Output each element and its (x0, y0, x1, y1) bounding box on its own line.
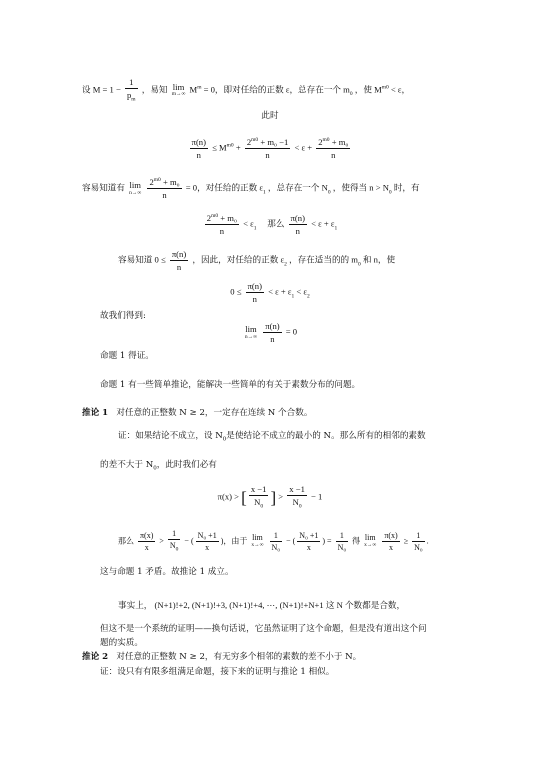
subscript: 0 (153, 465, 157, 472)
text-segment: ，此时我们必有 (156, 460, 217, 470)
fraction (382, 532, 399, 552)
math-op: = (327, 536, 332, 546)
math-expr: + m₀ (331, 137, 349, 147)
fraction (412, 532, 425, 552)
text-line-20 (100, 639, 143, 648)
floor-bracket-left: [ (241, 487, 247, 507)
math-var: p (127, 89, 132, 100)
fraction-denominator: n (196, 149, 201, 160)
fraction (196, 532, 219, 552)
limit-sub: m→∞ (171, 91, 186, 98)
math-var: 2 (206, 213, 212, 223)
math-expr: − 1 (311, 491, 323, 502)
limit-label: lim (172, 81, 185, 92)
math-expr: π(x) > (217, 491, 240, 502)
superscript: m0 (381, 84, 389, 91)
text-line-18 (118, 601, 405, 610)
math-op: − (184, 536, 189, 546)
text-segment: 容易知道 0 ≤ (118, 254, 166, 265)
fraction (245, 138, 290, 159)
fraction-numerator: π(n) (191, 137, 206, 147)
subscript: 1 (253, 225, 257, 232)
fraction-numerator: π(n) (247, 281, 262, 291)
limit-sub: n→∞ (129, 189, 142, 196)
text-segment: = 0，对任给的正数 ε (185, 182, 264, 193)
text-segment: 这 N 个数都是合数， (325, 600, 406, 610)
text-line-16: 那么 $\frac{\pi(x)}{x}$ > $\frac{1}{N_0}$ − ( $\frac{\text{N₀ +1}}{x}$ )，由于 lim x→∞ $\frac{1}{\text{N₀}}$ − ( $\frac{\text{N₀ +1}}{x}$ ) = $\frac{1}{\text{N₀}}$ 得 lim x→∞ $\frac{\pi(x)}{x}$ ≥ $\frac{1}{\text{N₀}}$ . (118, 529, 429, 553)
subscript: 2 (284, 261, 287, 268)
text-segment: 但这不是一个系统的证明——换句话说，它虽然证明了这个命题，但是没有道出这个问 (100, 624, 427, 634)
fraction (138, 532, 155, 552)
fraction-numerator: x −1 (289, 484, 305, 494)
math-var: N (292, 496, 299, 507)
math-expr: < ε (243, 218, 254, 229)
limit-label: lim (129, 180, 141, 191)
limit (172, 83, 186, 98)
fraction-denominator: x (205, 542, 210, 552)
text-line-8 (100, 312, 146, 321)
fraction-denominator: n (295, 225, 300, 236)
fraction-denominator: n (265, 149, 270, 160)
text-segment: 得 (352, 536, 361, 546)
fraction-numerator: π(n) (290, 213, 305, 223)
fraction (270, 532, 283, 552)
corollary-1 (82, 409, 312, 418)
fraction (147, 178, 181, 199)
text-line-14 (100, 461, 217, 472)
fraction-denominator: n (176, 261, 182, 272)
text-segment: 那么 (267, 218, 285, 229)
text-line-22 (100, 668, 334, 677)
text-segment: 和 n，使 (362, 254, 396, 265)
fraction-numerator: N₀ +1 (299, 530, 319, 540)
text-segment: 对任意的正整数 N ≥ 2，一定存在连续 N 个合数。 (116, 408, 313, 418)
text-line-17 (100, 568, 234, 577)
fraction-numerator: N₀ +1 (197, 530, 217, 540)
fraction-denominator: n (270, 333, 275, 344)
limit (245, 325, 257, 340)
fraction-denominator (287, 496, 307, 510)
subscript: m (131, 96, 136, 103)
math-expr: M = 1 − (92, 84, 121, 95)
limit (251, 534, 263, 549)
fraction-denominator: n (252, 293, 257, 304)
equation-2 (0, 214, 540, 235)
text-segment: ，存在适当的的 m (288, 254, 358, 265)
text-segment: ，总存在一个 N (267, 182, 328, 193)
text-segment: 对任意的正整数 N ≥ 2，有无穷多个相邻的素数的差不小于 N。 (116, 652, 362, 662)
fraction (297, 532, 320, 552)
text-segment: 证：设只有有限多组满足命题，接下来的证明与推论 1 相似。 (100, 667, 335, 677)
math-expr: = 0 (285, 326, 298, 337)
text-segment: ，易知 (141, 84, 168, 95)
fraction-numerator (147, 178, 181, 189)
superscript: m0 (251, 137, 259, 144)
subscript: 2 (306, 293, 310, 300)
math-op: > (159, 536, 164, 546)
fraction-numerator: π(x) (384, 530, 398, 540)
math-var: 2 (318, 137, 323, 147)
superscript: m0 (322, 137, 330, 144)
fraction-denominator: n (162, 189, 167, 200)
math-var: N (169, 541, 176, 550)
text-segment: 命题 1 有一些简单推论，能解决一些简单的有关于素数分布的问题。 (100, 380, 361, 390)
subscript: 1 (263, 189, 266, 196)
limit (129, 181, 141, 196)
fraction-denominator: n (219, 225, 225, 236)
subscript: 0 (357, 261, 361, 268)
text-segment: < ε， (390, 84, 411, 95)
fraction-numerator (245, 138, 290, 149)
fraction-numerator: 1 (168, 530, 181, 540)
fraction (249, 485, 269, 510)
text-line-2 (0, 112, 540, 121)
fraction-numerator: π(x) (140, 530, 154, 540)
corollary-label: 推论 1 (82, 408, 109, 418)
math-expr: (N+1)!+2, (N+1)!+3, (N+1)!+4, ⋯, (N+1)!+N+1 (154, 600, 324, 610)
math-op: + (235, 142, 241, 153)
fraction (316, 138, 350, 159)
fraction-numerator: 1 (125, 78, 138, 89)
text-segment: = 0，即对任给的正数 ε，总存在一个 m (203, 84, 350, 95)
superscript: m0 (211, 213, 219, 220)
text-segment: 这与命题 1 矛盾。故推论 1 成立。 (100, 567, 234, 577)
math-var: 2 (149, 177, 154, 187)
fraction-numerator: π(n) (265, 321, 280, 331)
fraction (336, 532, 349, 552)
fraction-numerator: x −1 (250, 484, 267, 494)
corollary-label: 推论 2 (82, 652, 109, 662)
fraction-denominator: x (306, 542, 311, 552)
fraction-numerator: π(n) (171, 249, 187, 259)
text-line-1 (82, 78, 410, 103)
math-expr: + m₀ −1 (260, 137, 289, 147)
fraction-numerator (316, 138, 350, 149)
fraction (246, 282, 264, 303)
limit-label: lim (245, 324, 257, 335)
math-expr: 0 ≤ (230, 286, 242, 297)
math-expr: < ε + ε (311, 218, 335, 229)
text-line-6 (118, 250, 395, 271)
subscript: 0 (327, 189, 331, 196)
text-segment: 命题 1 得证。 (100, 351, 154, 361)
subscript: 0 (349, 91, 353, 98)
text-line-4 (82, 178, 420, 199)
equation-4 (0, 322, 540, 343)
text-segment: 的差不大于 N (100, 460, 154, 470)
text-segment: ，由于 (223, 536, 248, 546)
math-op: ≥ (403, 536, 409, 546)
math-var: 2 (246, 137, 252, 147)
subscript: 1 (334, 225, 338, 232)
fraction (190, 138, 208, 159)
fraction (263, 322, 281, 343)
fraction-denominator (168, 540, 181, 553)
math-var: M (189, 84, 198, 95)
math-expr: ≤ M (212, 142, 227, 153)
fraction-denominator: N₀ (271, 542, 281, 552)
subscript: 0 (298, 503, 302, 510)
fraction (287, 485, 307, 510)
superscript: m0 (226, 142, 234, 149)
limit (364, 534, 376, 549)
text-segment: 是使结论不成立的最小的 N。那么所有的相邻的素数 (226, 431, 426, 441)
fraction (170, 250, 188, 271)
limit-sub: n→∞ (244, 333, 258, 340)
equation-3 (0, 282, 540, 303)
text-line-11 (100, 381, 360, 390)
fraction-numerator: 1 (336, 532, 349, 542)
text-segment: 证：如果结论不成立，设 N (118, 431, 223, 441)
subscript: 0 (175, 546, 179, 553)
limit-sub: x→∞ (251, 542, 264, 549)
text-segment: 故我们得到: (100, 311, 146, 321)
fraction-numerator (205, 214, 239, 225)
subscript: 0 (222, 436, 227, 443)
text-segment: 设 (82, 84, 91, 95)
equation-5 (0, 485, 540, 510)
superscript: m0 (153, 177, 161, 184)
text-segment: 时，有 (393, 182, 420, 193)
fraction-denominator: N₀ (337, 542, 347, 552)
fraction-denominator (249, 496, 269, 510)
fraction-denominator (125, 89, 138, 103)
text-segment: 事实上， (118, 600, 153, 610)
superscript: m (197, 84, 202, 91)
subscript: 0 (260, 503, 264, 510)
fraction (289, 214, 307, 235)
math-op: > (278, 491, 284, 502)
text-line-10 (100, 352, 154, 361)
text-segment: 题的实质。 (100, 638, 143, 648)
fraction-numerator: 1 (270, 532, 283, 542)
math-op: . (426, 536, 429, 546)
fraction (205, 214, 239, 235)
math-op: − (286, 536, 291, 546)
fraction-numerator: 1 (412, 532, 425, 542)
math-expr: < ε + ε (268, 286, 292, 297)
text-segment: ，使 M (354, 84, 382, 95)
floor-bracket-right: ] (270, 487, 277, 507)
subscript: 0 (388, 189, 392, 196)
math-var: N (254, 496, 261, 507)
corollary-2 (82, 653, 361, 662)
fraction (125, 78, 138, 103)
fraction (168, 530, 181, 553)
math-expr: < ε + (294, 142, 313, 153)
equation-1 (0, 138, 540, 159)
limit-label: lim (252, 533, 263, 543)
fraction-denominator: n (331, 149, 336, 160)
limit-label: lim (364, 533, 376, 543)
limit-sub: x→∞ (364, 542, 377, 549)
fraction-denominator: N₀ (414, 542, 423, 552)
text-line-13 (118, 432, 426, 443)
fraction-denominator: x (389, 542, 393, 552)
text-segment: 容易知道有 (82, 182, 125, 193)
fraction-denominator: x (144, 542, 149, 552)
text-segment: ，使得当 n > N (332, 182, 389, 193)
text-segment: 此时 (261, 111, 279, 121)
math-expr: + m₀ (220, 213, 237, 223)
text-segment: 那么 (118, 536, 134, 546)
subscript: 1 (291, 293, 295, 300)
text-line-19 (100, 625, 427, 634)
math-expr: < ε (296, 286, 307, 297)
text-segment: ，因此，对任给的正数 ε (192, 254, 285, 265)
math-expr: + m₀ (162, 177, 180, 187)
